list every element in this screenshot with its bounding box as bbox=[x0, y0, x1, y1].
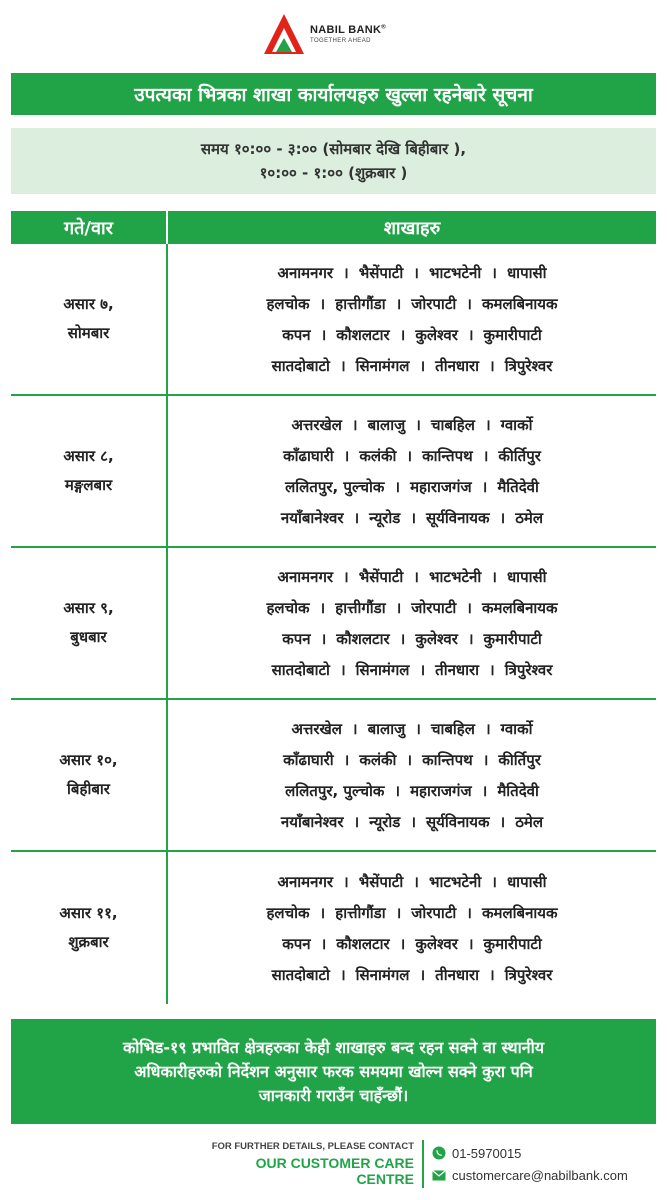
separator: । bbox=[491, 872, 497, 891]
separator: । bbox=[395, 598, 402, 617]
branch-line bbox=[272, 350, 553, 381]
branch-name: त्रिपुरेश्वर bbox=[504, 965, 553, 984]
branch-line bbox=[277, 257, 546, 288]
separator: । bbox=[484, 719, 491, 738]
separator: । bbox=[499, 508, 506, 527]
row-day: बुधबार bbox=[70, 628, 107, 646]
row-date-cell bbox=[11, 700, 168, 850]
branch-name: भैसेंपाटी bbox=[358, 567, 404, 586]
branch-name: ग्वार्को bbox=[500, 719, 533, 738]
row-branches-cell bbox=[168, 700, 656, 850]
branch-name: जोरपाटी bbox=[411, 294, 457, 313]
row-date: असार १०, bbox=[59, 751, 118, 769]
separator: । bbox=[415, 415, 421, 434]
separator: । bbox=[343, 750, 350, 769]
branch-name: कुलेश्वर bbox=[415, 325, 458, 344]
branch-name: कमलबिनायक bbox=[481, 294, 558, 313]
branch-line bbox=[281, 502, 543, 533]
row-date-cell bbox=[11, 396, 168, 546]
branch-name: जोरपाटी bbox=[411, 598, 457, 617]
separator: । bbox=[339, 356, 346, 375]
branch-name: हलचोक bbox=[266, 903, 310, 922]
separator: । bbox=[413, 263, 419, 282]
branch-name: ललितपुर, पुल्चोक bbox=[285, 477, 385, 496]
separator: । bbox=[413, 872, 419, 891]
separator: । bbox=[481, 477, 488, 496]
separator: । bbox=[484, 415, 491, 434]
separator: । bbox=[320, 325, 327, 344]
row-date: असार ११, bbox=[59, 904, 118, 922]
separator: । bbox=[482, 750, 489, 769]
branch-name: कमलबिनायक bbox=[481, 903, 558, 922]
branch-line bbox=[283, 440, 541, 471]
separator: । bbox=[339, 660, 346, 679]
branch-name: धापासी bbox=[506, 567, 547, 586]
branch-line bbox=[266, 288, 557, 319]
separator: । bbox=[343, 446, 350, 465]
separator: । bbox=[466, 294, 472, 313]
branch-name: कुमारीपाटी bbox=[483, 325, 542, 344]
separator: । bbox=[481, 781, 488, 800]
branch-line bbox=[277, 561, 546, 592]
row-day: बिहीबार bbox=[67, 780, 110, 798]
whatsapp-phone-icon bbox=[432, 1146, 446, 1160]
contact-line: FOR FURTHER DETAILS, PLEASE CONTACT bbox=[211, 1141, 414, 1152]
separator: । bbox=[499, 812, 506, 831]
branch-name: मैतिदेवी bbox=[497, 477, 539, 496]
branch-name: कलंकी bbox=[359, 750, 397, 769]
separator: । bbox=[467, 325, 474, 344]
branch-line bbox=[266, 897, 557, 928]
branch-line bbox=[282, 319, 542, 350]
separator: । bbox=[399, 934, 406, 953]
branch-name: भैसेंपाटी bbox=[358, 263, 404, 282]
separator: । bbox=[419, 660, 426, 679]
branch-line bbox=[272, 654, 553, 685]
separator: । bbox=[491, 567, 497, 586]
separator: । bbox=[343, 567, 349, 586]
branch-name: न्यूरोड bbox=[369, 508, 401, 527]
branch-name: चाबहिल bbox=[430, 719, 475, 738]
separator: । bbox=[399, 629, 406, 648]
branch-name: तीनधारा bbox=[435, 356, 480, 375]
notice-title: उपत्यका भित्रका शाखा कार्यालयहरु खुल्ला रहनेबारे सूचना bbox=[11, 73, 656, 115]
table-row bbox=[11, 548, 656, 700]
email-address: customercare@nabilbank.com bbox=[452, 1167, 628, 1183]
branch-line bbox=[292, 409, 533, 440]
branch-name: ठमेल bbox=[515, 508, 544, 527]
branch-line bbox=[282, 623, 542, 654]
hours-line-1: समय १०:०० - ३:०० (सोमबार देखि बिहीबार ), bbox=[200, 140, 467, 158]
table-row bbox=[11, 396, 656, 548]
row-branches-cell bbox=[168, 852, 656, 1004]
branch-line bbox=[285, 775, 539, 806]
branch-name: महाराजगंज bbox=[410, 781, 472, 800]
row-date-cell bbox=[11, 852, 168, 1004]
row-day: सोमबार bbox=[67, 324, 110, 342]
separator: । bbox=[410, 812, 417, 831]
branch-name: अत्तरखेल bbox=[291, 415, 342, 434]
branch-name: कपन bbox=[282, 325, 311, 344]
branch-name: सिनामंगल bbox=[355, 356, 410, 375]
brand-name: NABIL BANK bbox=[310, 24, 382, 36]
table-row bbox=[11, 852, 656, 1004]
business-hours bbox=[11, 128, 656, 194]
notice-line-2: अधिकारीहरुको निर्देशन अनुसार फरक समयमा खोल्न सक्ने कुरा पनि bbox=[134, 1061, 533, 1081]
branch-name: सूर्यविनायक bbox=[426, 812, 490, 831]
brand-tagline: TOGETHER AHEAD bbox=[310, 38, 371, 44]
separator: । bbox=[489, 356, 495, 375]
branch-name: सातदोबाटो bbox=[271, 660, 330, 679]
branch-name: भाटभटेनी bbox=[428, 567, 482, 586]
branch-name: कपन bbox=[282, 934, 311, 953]
branch-name: कान्तिपथ bbox=[422, 750, 473, 769]
nabil-logo-mark-icon bbox=[262, 12, 306, 56]
branch-name: हलचोक bbox=[266, 294, 310, 313]
branch-line bbox=[285, 471, 539, 502]
row-date-cell bbox=[11, 548, 168, 698]
covid-notice bbox=[11, 1019, 656, 1124]
branch-name: तीनधारा bbox=[435, 660, 480, 679]
branch-name: चाबहिल bbox=[430, 415, 475, 434]
notice-line-1: कोभिड-१९ प्रभावित क्षेत्रहरुका केही शाखाहरु बन्द रहन सक्ने वा स्थानीय bbox=[122, 1037, 545, 1057]
branch-name: हात्तीगौंडा bbox=[335, 294, 386, 313]
branch-name: सूर्यविनायक bbox=[426, 508, 490, 527]
branch-name: ठमेल bbox=[515, 812, 544, 831]
branch-schedule-table bbox=[11, 211, 656, 1004]
separator: । bbox=[351, 719, 358, 738]
branch-name: ग्वार्को bbox=[500, 415, 533, 434]
branch-name: सातदोबाटो bbox=[271, 356, 330, 375]
table-header bbox=[11, 211, 656, 244]
branch-name: हात्तीगौंडा bbox=[335, 903, 386, 922]
branch-name: बालाजु bbox=[367, 415, 406, 434]
branch-line bbox=[281, 806, 543, 837]
branch-name: न्यूरोड bbox=[369, 812, 401, 831]
branch-line bbox=[283, 744, 541, 775]
branch-name: बालाजु bbox=[367, 719, 406, 738]
separator: । bbox=[319, 598, 326, 617]
branch-name: नयाँबानेश्वर bbox=[280, 812, 344, 831]
separator: । bbox=[410, 508, 417, 527]
branch-name: कलंकी bbox=[359, 446, 397, 465]
notice-line-3: जानकारी गराउँन चाहँन्छौं। bbox=[258, 1085, 409, 1105]
separator: । bbox=[466, 903, 472, 922]
branch-name: कौशलटार bbox=[336, 934, 390, 953]
branch-name: हलचोक bbox=[266, 598, 310, 617]
separator: । bbox=[467, 934, 474, 953]
separator: । bbox=[339, 965, 346, 984]
branch-line bbox=[266, 592, 557, 623]
branch-name: कीर्तिपुर bbox=[498, 750, 541, 769]
branch-name: कौशलटार bbox=[336, 325, 390, 344]
branch-name: धापासी bbox=[506, 872, 547, 891]
separator: । bbox=[419, 965, 426, 984]
branch-name: कुमारीपाटी bbox=[483, 934, 542, 953]
separator: । bbox=[343, 872, 349, 891]
row-branches-cell bbox=[168, 244, 656, 394]
branch-name: जोरपाटी bbox=[411, 903, 457, 922]
separator: । bbox=[489, 660, 495, 679]
phone-contact[interactable] bbox=[432, 1142, 628, 1164]
separator: । bbox=[406, 446, 413, 465]
row-date: असार ९, bbox=[63, 599, 114, 617]
hours-line-2: १०:०० - १:०० (शुक्रबार ) bbox=[259, 164, 408, 182]
customer-care-centre: OUR CUSTOMER CARE CENTRE bbox=[255, 1155, 414, 1187]
branch-name: ललितपुर, पुल्चोक bbox=[285, 781, 385, 800]
contact-footer bbox=[200, 1138, 660, 1190]
branch-name: काँढाघारी bbox=[283, 446, 334, 465]
row-day: शुक्रबार bbox=[68, 933, 109, 951]
branch-name: त्रिपुरेश्वर bbox=[504, 356, 553, 375]
branch-name: सिनामंगल bbox=[355, 965, 410, 984]
separator: । bbox=[395, 294, 402, 313]
email-contact[interactable] bbox=[432, 1164, 628, 1186]
row-day: मङ्गलबार bbox=[64, 476, 113, 494]
row-date-cell bbox=[11, 244, 168, 394]
branch-name: धापासी bbox=[506, 263, 547, 282]
separator: । bbox=[353, 508, 360, 527]
branch-name: भाटभटेनी bbox=[428, 263, 482, 282]
phone-number: 01-5970015 bbox=[452, 1145, 522, 1161]
branch-name: भैसेंपाटी bbox=[358, 872, 404, 891]
branch-name: नयाँबानेश्वर bbox=[280, 508, 344, 527]
separator: । bbox=[467, 629, 474, 648]
branch-name: तीनधारा bbox=[435, 965, 480, 984]
branch-name: कुलेश्वर bbox=[415, 934, 458, 953]
envelope-icon bbox=[432, 1168, 446, 1182]
branch-name: भाटभटेनी bbox=[428, 872, 482, 891]
separator: । bbox=[491, 263, 497, 282]
nabil-bank-logo bbox=[262, 10, 412, 58]
separator: । bbox=[343, 263, 349, 282]
separator: । bbox=[413, 567, 419, 586]
separator: । bbox=[415, 719, 421, 738]
branch-name: सातदोबाटो bbox=[271, 965, 330, 984]
branch-name: अनामनगर bbox=[277, 263, 334, 282]
branch-line bbox=[277, 866, 546, 897]
row-date: असार ८, bbox=[63, 447, 114, 465]
row-branches-cell bbox=[168, 396, 656, 546]
branch-name: काँढाघारी bbox=[283, 750, 334, 769]
separator: । bbox=[466, 598, 472, 617]
branch-name: अनामनगर bbox=[277, 872, 334, 891]
branch-name: हात्तीगौंडा bbox=[335, 598, 386, 617]
row-branches-cell bbox=[168, 548, 656, 698]
branch-line bbox=[282, 928, 542, 959]
separator: । bbox=[394, 781, 401, 800]
header-date: गते/वार bbox=[11, 211, 168, 244]
separator: । bbox=[406, 750, 413, 769]
branch-name: कीर्तिपुर bbox=[498, 446, 541, 465]
separator: । bbox=[320, 629, 327, 648]
separator: । bbox=[351, 415, 358, 434]
branch-name: सिनामंगल bbox=[355, 660, 410, 679]
branch-name: मैतिदेवी bbox=[497, 781, 539, 800]
table-row bbox=[11, 700, 656, 852]
branch-name: कौशलटार bbox=[336, 629, 390, 648]
separator: । bbox=[320, 934, 327, 953]
branch-name: महाराजगंज bbox=[410, 477, 472, 496]
branch-name: कुलेश्वर bbox=[415, 629, 458, 648]
branch-line bbox=[292, 713, 533, 744]
separator: । bbox=[353, 812, 360, 831]
separator: । bbox=[394, 477, 401, 496]
branch-name: कान्तिपथ bbox=[422, 446, 473, 465]
separator: । bbox=[395, 903, 402, 922]
separator: । bbox=[419, 356, 426, 375]
separator: । bbox=[482, 446, 489, 465]
header-branches: शाखाहरु bbox=[383, 217, 441, 239]
branch-name: कमलबिनायक bbox=[481, 598, 558, 617]
separator: । bbox=[399, 325, 406, 344]
branch-line bbox=[272, 959, 553, 990]
branch-name: कुमारीपाटी bbox=[483, 629, 542, 648]
separator: । bbox=[489, 965, 495, 984]
separator: । bbox=[319, 294, 326, 313]
branch-name: कपन bbox=[282, 629, 311, 648]
branch-name: अत्तरखेल bbox=[291, 719, 342, 738]
branch-name: अनामनगर bbox=[277, 567, 334, 586]
row-date: असार ७, bbox=[63, 295, 114, 313]
branch-name: त्रिपुरेश्वर bbox=[504, 660, 553, 679]
separator: । bbox=[319, 903, 326, 922]
table-row bbox=[11, 244, 656, 396]
registered-mark: ® bbox=[381, 24, 386, 31]
